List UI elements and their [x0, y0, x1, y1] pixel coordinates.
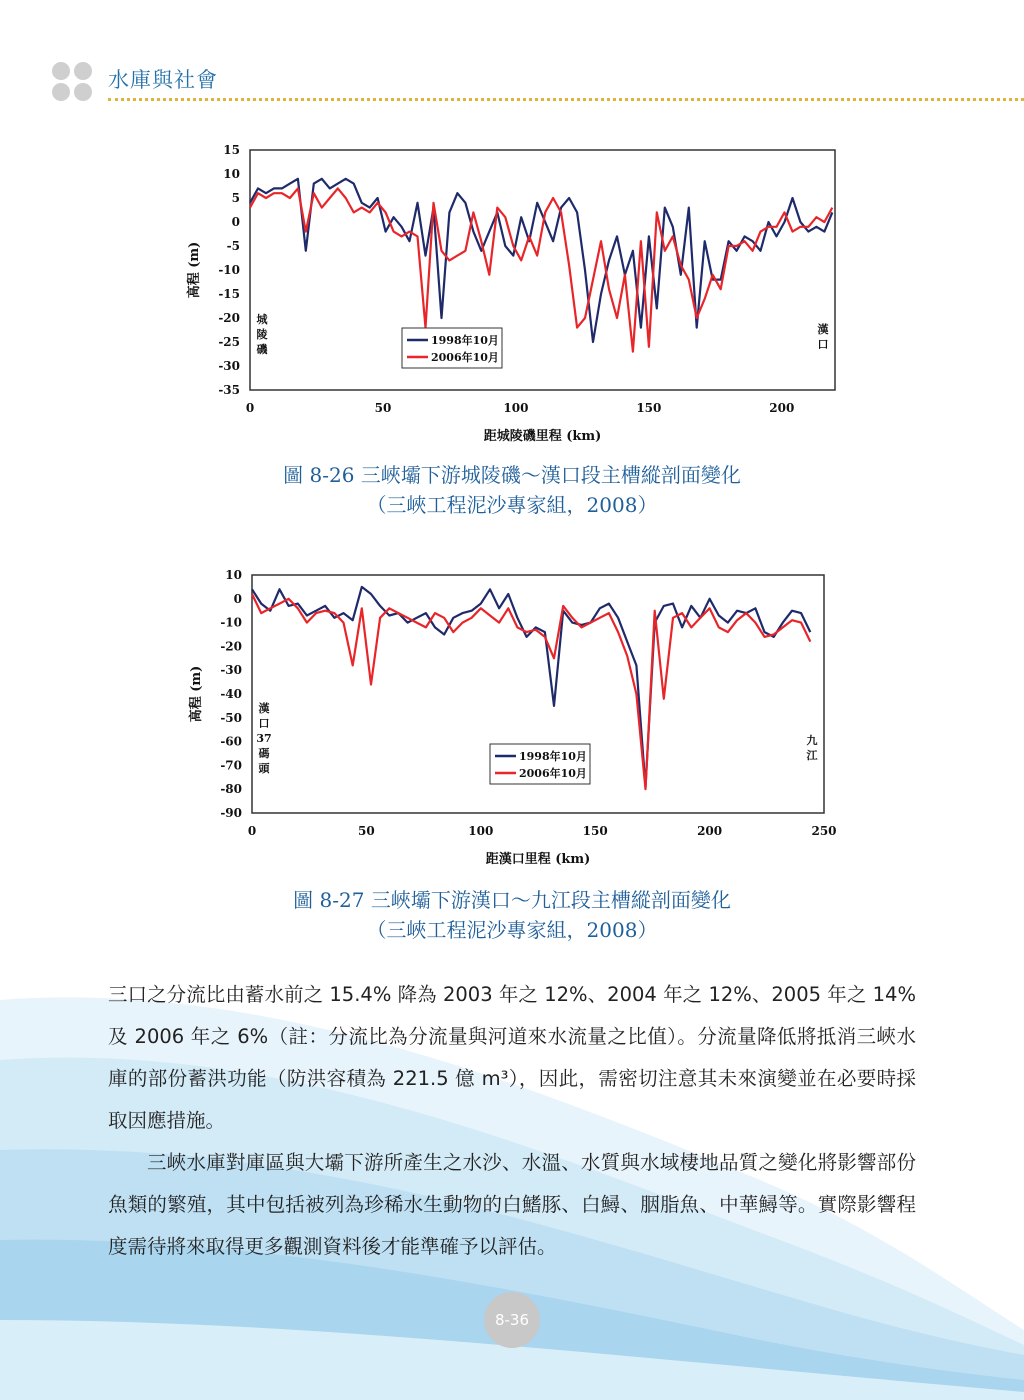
annotation-char: 漢 [258, 702, 270, 715]
annotation-char: 磯 [256, 343, 268, 356]
figure-1-caption [100, 460, 924, 520]
annotation-char: 漢 [817, 323, 829, 336]
annotation-char: 口 [817, 338, 829, 351]
annotation-char: 口 [258, 717, 270, 730]
header-divider [108, 98, 1024, 101]
y-tick-label: 5 [231, 191, 240, 205]
annotation-char: 頭 [258, 762, 270, 775]
x-tick-label: 50 [358, 824, 375, 838]
annotation-char: 陵 [256, 328, 268, 341]
annotation-char: 城 [256, 313, 268, 326]
figure-2-caption-title: 圖 8-27 三峽壩下游漢口～九江段主槽縱剖面變化 [293, 888, 731, 912]
header-title: 水庫與社會 [108, 68, 218, 92]
legend [402, 328, 502, 368]
x-tick-label: 200 [769, 401, 795, 415]
y-tick-label: -15 [218, 287, 240, 301]
page-number: 8-36 [484, 1292, 540, 1348]
y-tick-label: -40 [220, 687, 242, 701]
legend-label-2: 2006年10月 [431, 351, 499, 364]
header-dots-icon [52, 62, 96, 102]
x-tick-label: 200 [697, 824, 723, 838]
y-axis-title: 高程 (m) [189, 665, 204, 723]
y-tick-label: -10 [220, 615, 242, 630]
paragraph-1: 三口之分流比由蓄水前之 15.4% 降為 2003 年之 12%、2004 年之 12%、2005 年之 14% 及 2006 年之 6%（註：分流比為分流量與河道來水流量之比值）。分流量降低將抵消三峽水庫的部份蓄洪功能（防洪容積為 221.5 億 m³），因此，需密切注意其未來演變並在必要時採取因應措施。 [108, 983, 916, 1132]
legend-label-1: 1998年10月 [519, 750, 587, 763]
x-tick-label: 50 [374, 401, 392, 415]
y-tick-label: -20 [220, 639, 242, 654]
y-axis-title: 高程 (m) [187, 241, 202, 299]
y-tick-label: -35 [218, 383, 240, 397]
x-axis-title: 距城陵磯里程 (km) [483, 429, 602, 444]
y-tick-label: 0 [233, 591, 242, 606]
y-tick-label: -80 [220, 782, 242, 797]
y-tick-label: -5 [226, 239, 240, 253]
plot-area [250, 150, 835, 390]
x-tick-label: 250 [811, 824, 837, 838]
y-tick-label: -30 [220, 663, 242, 678]
y-tick-label: -20 [218, 311, 240, 325]
annotation-char: 碼 [258, 747, 270, 760]
body-text [108, 974, 916, 1268]
y-tick-label: 15 [223, 143, 240, 157]
y-tick-label: 10 [225, 568, 242, 582]
annotation-char: 37 [256, 732, 272, 745]
annotation-left [256, 701, 271, 775]
legend-label-1: 1998年10月 [431, 334, 499, 347]
y-tick-label: 10 [223, 167, 240, 181]
figure-2-chart [180, 565, 860, 880]
figure-1-caption-source: （三峽工程泥沙專家組，2008） [366, 493, 658, 517]
x-tick-label: 100 [503, 401, 529, 415]
x-tick-label: 150 [636, 401, 662, 415]
figure-2-caption-source: （三峽工程泥沙專家組，2008） [366, 918, 658, 942]
y-tick-label: -25 [218, 335, 240, 349]
y-tick-label: -30 [218, 359, 240, 373]
y-tick-label: -60 [220, 734, 242, 749]
page-header [52, 62, 1024, 106]
figure-2-svg [180, 565, 860, 880]
figure-1-svg [180, 140, 860, 455]
figure-2-caption [100, 885, 924, 945]
y-tick-label: -70 [220, 758, 242, 773]
annotation-char: 九 [806, 734, 818, 747]
x-tick-label: 0 [245, 401, 255, 415]
figure-1-caption-title: 圖 8-26 三峽壩下游城陵磯～漢口段主槽縱剖面變化 [283, 463, 741, 487]
y-tick-label: -50 [220, 710, 242, 725]
x-axis-title: 距漢口里程 (km) [485, 852, 591, 867]
paragraph-2: 三峽水庫對庫區與大壩下游所產生之水沙、水溫、水質與水域棲地品質之變化將影響部份魚類的繁殖，其中包括被列為珍稀水生動物的白鰭豚、白鱘、胭脂魚、中華鱘等。實際影響程度需待將來取得更多觀測資料後才能準確予以評估。 [108, 1151, 916, 1258]
annotation-char: 江 [806, 749, 818, 762]
legend-label-2: 2006年10月 [519, 767, 587, 780]
annotation-left [257, 313, 269, 356]
x-tick-label: 0 [247, 824, 257, 838]
legend [490, 744, 590, 784]
y-tick-label: -90 [220, 806, 242, 820]
y-tick-label: -10 [218, 263, 240, 277]
y-tick-label: 0 [231, 215, 240, 229]
x-tick-label: 100 [468, 824, 494, 838]
x-tick-label: 150 [582, 824, 608, 838]
figure-1-chart [180, 140, 860, 455]
